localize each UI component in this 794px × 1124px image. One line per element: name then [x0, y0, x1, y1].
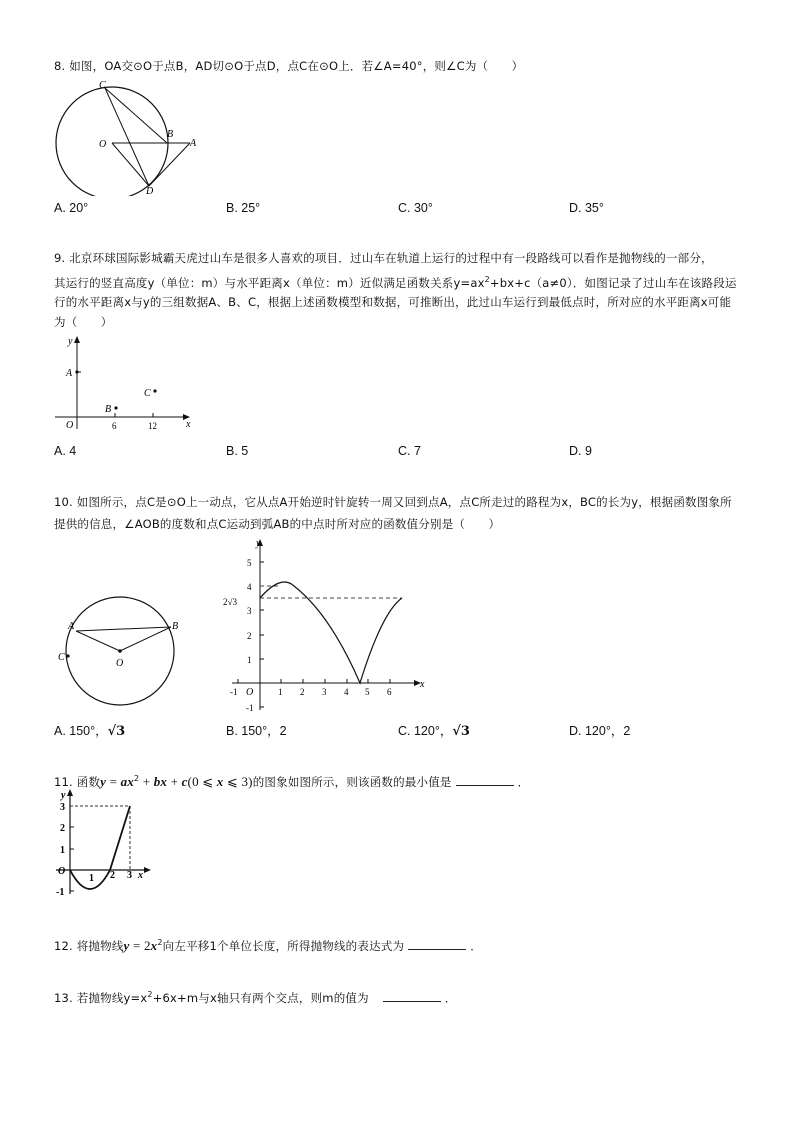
q10-xtick-5: 5 — [365, 687, 370, 697]
q12-stem: 12. 将抛物线$y = 2x^2$向左平移1个单位长度，所得抛物线的表达式为 ． — [54, 937, 482, 953]
q9-tick-12: 12 — [148, 421, 157, 431]
q10-label-b: B — [172, 621, 179, 632]
q10-ytick-1: 1 — [247, 655, 252, 665]
q8-label-d: D — [146, 186, 154, 196]
q10-origin: O — [246, 687, 254, 698]
q8-option-b[interactable]: B. 25° — [226, 201, 261, 215]
q10-graph — [220, 534, 435, 716]
q13-answer-blank[interactable] — [383, 989, 441, 1002]
q11-origin: O — [58, 866, 66, 877]
q10-ytick-3: 3 — [247, 606, 252, 616]
q9-option-d[interactable]: D. 9 — [569, 444, 592, 458]
q11-stem: 11. 函数$y = ax^2$ + bx + c(0 ⩽ x ⩽ 3)的图象如图所示，则该函数的最小值是 ． — [54, 773, 530, 789]
q9-option-c[interactable]: C. 7 — [398, 444, 421, 458]
q10-ytick-5: 5 — [247, 558, 252, 568]
q9-line-1: 9. 北京环球国际影城霸天虎过山车是很多人喜欢的项目．过山车在轨道上运行的过程中有一段路线可以看作是抛物线的一部分， — [54, 251, 713, 265]
q9-graph — [52, 334, 202, 434]
q8-figure — [52, 76, 212, 196]
q10-option-c[interactable]: C. 120°，√3 — [398, 724, 470, 739]
q10-xtick-minus1: -1 — [230, 687, 238, 697]
q10-line-1: 10. 如图所示，点C是⊙O上一动点，它从点A开始逆时针旋转一周又回到点A，点C所走过的路程为x，BC的长为y，根据函数图象所 — [54, 495, 732, 509]
q10-xtick-2: 2 — [300, 687, 305, 697]
q9-label-c: C — [144, 388, 151, 399]
q10-ytick-minus1: -1 — [246, 703, 254, 713]
q9-option-a[interactable]: A. 4 — [54, 444, 77, 458]
q10-option-a[interactable]: A. 150°，√3 — [54, 724, 126, 739]
q11-ytick-minus1: -1 — [56, 887, 65, 898]
q8-option-a[interactable]: A. 20° — [54, 201, 89, 215]
q10-option-b[interactable]: B. 150°，2 — [226, 724, 287, 738]
q9-line-3: 行的水平距离x与y的三组数据A、B、C，根据上述函数模型和数据，可推断出，此过山车运行到最低点时，所对应的水平距离x可能 — [54, 295, 732, 309]
q10-circle-figure — [52, 592, 192, 712]
q9-label-b: B — [105, 404, 112, 415]
q10-xtick-1: 1 — [278, 687, 283, 697]
q10-label-a: A — [68, 621, 75, 632]
q10-xtick-3: 3 — [322, 687, 327, 697]
q10-axis-y: y — [256, 538, 261, 549]
q8-label-o: O — [99, 139, 107, 150]
q12-answer-blank[interactable] — [408, 937, 466, 950]
q10-ytick-2: 2 — [247, 631, 252, 641]
q10-label-c: C — [58, 652, 65, 663]
q11-xtick-3: 3 — [127, 870, 132, 881]
q13-stem: 13. 若抛物线$y=x^2+6x+m$与x轴只有两个交点，则m的值为 ． — [54, 990, 457, 1005]
q11-ytick-1: 1 — [60, 845, 65, 856]
q8-option-c[interactable]: C. 30° — [398, 201, 433, 215]
q9-line-2: 其运行的竖直高度y（单位：m）与水平距离x（单位：m）近似满足函数关系$y=ax^2+bx+c(a\ne 0)$．如图记录了过山车在该路段运 — [54, 275, 737, 290]
q8-label-c: C — [99, 80, 106, 91]
q10-label-2root3: 2√3 — [223, 597, 237, 607]
q9-axis-y: y — [68, 336, 73, 347]
q9-option-b[interactable]: B. 5 — [226, 444, 249, 458]
q8-label-a: A — [190, 138, 197, 149]
q11-xtick-1: 1 — [89, 873, 94, 884]
q10-option-d[interactable]: D. 120°，2 — [569, 724, 631, 738]
q8-stem: 8. 如图，OA交⊙O于点B，AD切⊙O于点D，点C在⊙O上．若∠A=40°，则∠C为（ ） — [54, 59, 524, 73]
q11-ytick-3: 3 — [60, 802, 65, 813]
q10-xtick-4: 4 — [344, 687, 349, 697]
q11-answer-blank[interactable] — [456, 773, 514, 786]
q11-xtick-2: 2 — [110, 870, 115, 881]
q11-axis-y: y — [61, 790, 66, 801]
q10-ytick-4: 4 — [247, 582, 252, 592]
q9-label-a: A — [66, 368, 73, 379]
q10-label-o: O — [116, 658, 124, 669]
q11-ytick-2: 2 — [60, 823, 65, 834]
q10-xtick-6: 6 — [387, 687, 392, 697]
q8-label-b: B — [167, 129, 174, 140]
q11-graph — [52, 786, 157, 898]
q9-origin: O — [66, 420, 74, 431]
q10-axis-x: x — [420, 679, 425, 690]
q9-tick-6: 6 — [112, 421, 117, 431]
q9-line-4: 为（ ） — [54, 315, 113, 329]
q10-line-2: 提供的信息，∠AOB的度数和点C运动到弧AB的中点时所对应的函数值分别是（ ） — [54, 517, 501, 531]
q9-axis-x: x — [186, 419, 191, 430]
q11-axis-x: x — [138, 870, 143, 881]
q8-option-d[interactable]: D. 35° — [569, 201, 604, 215]
